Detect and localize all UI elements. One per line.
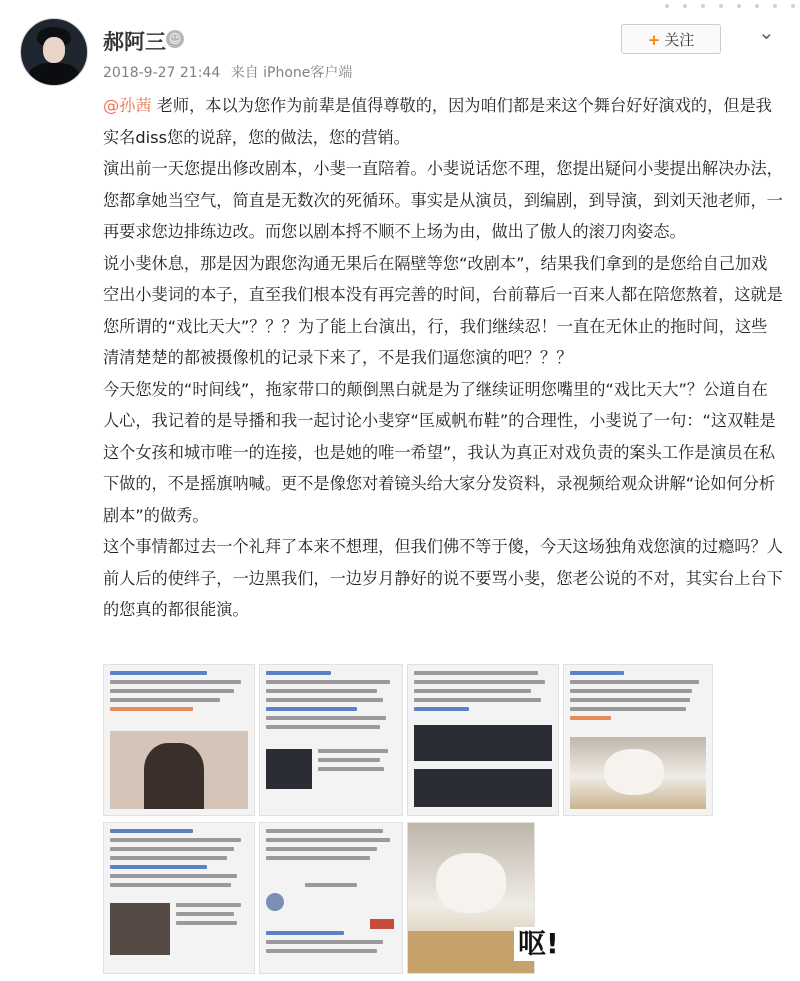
post-paragraph: 今天您发的“时间线”，拖家带口的颠倒黑白就是为了继续证明您嘴里的“戏比天大”？公道自在人心，我记着的是导播和我一起讨论小斐穿“匡威帆布鞋”的合理性，小斐说了一句：“这双鞋是这个女孩和城市唯一的连接，也是她的唯一希望”，我认为真正对戏负责的案头工作是演员在私下做的，不是摇旗呐喊。更不是像您对着镜头给大家分发资料，录视频给观众讲解“论如何分析剧本”的做秀。 [103, 379, 776, 525]
username[interactable]: 郝阿三 [103, 30, 166, 54]
follow-button[interactable] [621, 24, 721, 54]
avatar[interactable] [20, 18, 88, 86]
follow-label: 关注 [664, 31, 695, 49]
post-header [0, 0, 800, 90]
post-text: 老师，本以为您作为前辈是值得尊敬的，因为咱们都是来这个舞台好好演戏的，但是我实名diss您的说辞，您的做法，您的营销。 [103, 96, 772, 147]
decoration-dots [655, 0, 800, 14]
image-thumbnail-5[interactable] [103, 822, 255, 974]
image-thumbnail-2[interactable] [259, 664, 403, 816]
post-paragraph: 这个事情都过去一个礼拜了本来不想理，但我们佛不等于傻，今天这场独角戏您演的过瘾吗？人前人后的使绊子，一边黑我们，一边岁月静好的说不要骂小斐，您老公说的不对，其实台上台下的您真的都很能演。 [103, 537, 783, 619]
user-badge-icon: ☺ [166, 30, 184, 48]
image-thumbnail-6[interactable] [259, 822, 403, 974]
chevron-down-icon[interactable]: ⌄ [758, 20, 775, 44]
post-paragraph: 演出前一天您提出修改剧本，小斐一直陪着。小斐说话您不理，您提出疑问小斐提出解决办法，您都拿她当空气，简直是无数次的死循环。事实是从演员，到编剧，到导演，到刘天池老师，一再要求您边排练边改。而您以剧本捋不顺不上场为由，做出了傲人的滚刀肉姿态。 [103, 159, 783, 241]
image-thumbnail-4[interactable] [563, 664, 713, 816]
image-thumbnail-1[interactable] [103, 664, 255, 816]
post-source: 来自 iPhone客户端 [230, 65, 353, 81]
post-paragraph [103, 90, 783, 153]
post-meta [103, 62, 358, 82]
post-date[interactable]: 2018-9-27 21:44 [103, 65, 221, 81]
plus-icon: + [647, 31, 661, 49]
mention-link[interactable]: @孙茜 [103, 96, 152, 115]
post-body [103, 90, 783, 626]
image-thumbnail-3[interactable] [407, 664, 559, 816]
cat-caption: 呕! [514, 927, 563, 961]
post-paragraph: 说小斐休息，那是因为跟您沟通无果后在隔壁等您“改剧本”，结果我们拿到的是您给自己加戏空出小斐词的本子，直至我们根本没有再完善的时间，台前幕后一百来人都在陪您熬着，这就是您所谓的“戏比天大”？？？为了能上台演出，行，我们继续忍！一直在无休止的拖时间，这些清清楚楚的都被摄像机的记录下来了，不是我们逼您演的吧？？？ [103, 253, 783, 367]
